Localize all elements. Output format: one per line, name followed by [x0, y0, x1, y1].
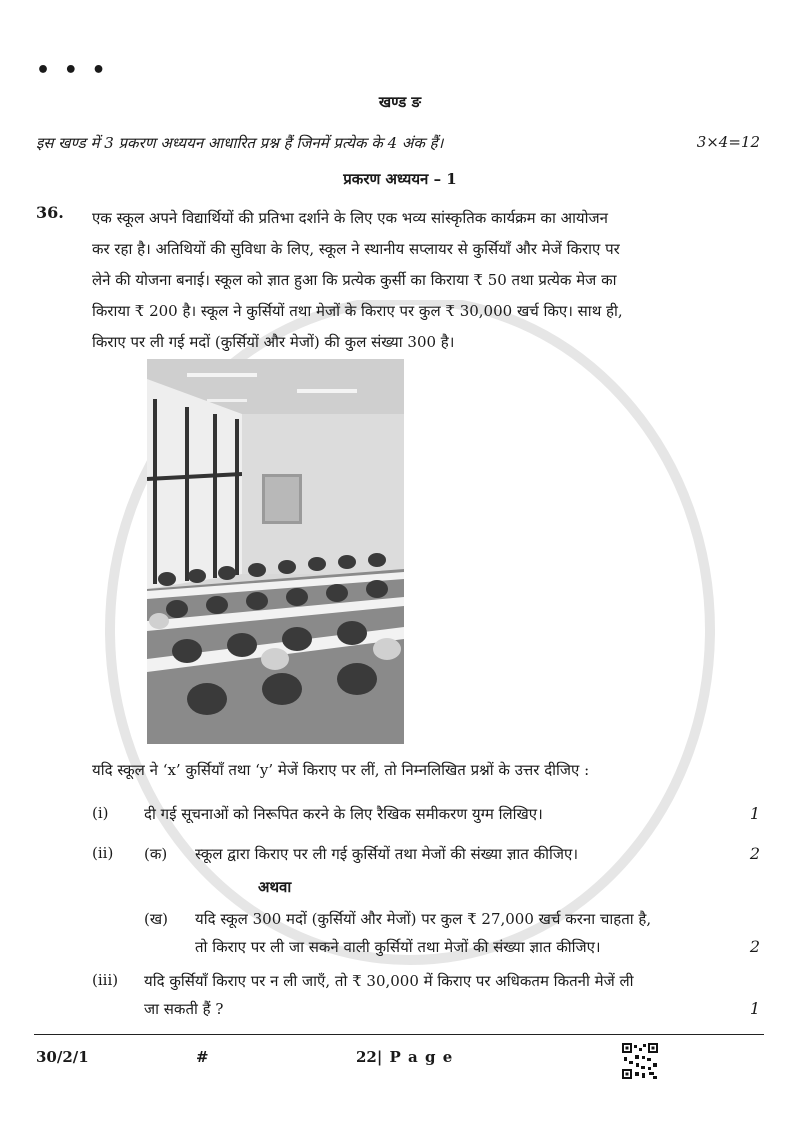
part-i-text: दी गई सूचनाओं को निरूपित करने के लिए रैखिक समीकरण युग्म लिखिए।: [144, 805, 543, 823]
page-number-value: 22: [356, 1048, 377, 1066]
paper-code: 30/2/1: [36, 1048, 89, 1066]
footer-hash: #: [196, 1048, 209, 1066]
page-number: [356, 1048, 453, 1066]
footer-divider: [34, 1034, 764, 1035]
part-ii-b-label: (ख): [144, 910, 168, 928]
part-iii-line1: यदि कुर्सियाँ किराए पर न ली जाएँ, तो ₹ 30,000 में किराए पर अधिकतम कितनी मेजें ली: [144, 972, 634, 990]
qr-code-icon: [622, 1043, 658, 1079]
part-iii-label: (iii): [92, 971, 119, 989]
part-ii-label: (ii): [92, 844, 114, 862]
paragraph-line: लेने की योजना बनाई। स्कूल को ज्ञात हुआ कि प्रत्येक कुर्सी का किराया ₹ 50 तथा प्रत्येक मेज का: [92, 271, 617, 289]
paragraph-line: किराए पर ली गई मदों (कुर्सियों और मेजों) की कुल संख्या 300 है।: [92, 333, 455, 351]
paragraph-line: किराया ₹ 200 है। स्कूल ने कुर्सियों तथा मेजों के किराए पर कुल ₹ 30,000 खर्च किए। साथ ही,: [92, 302, 623, 320]
part-ii-a-marks: 2: [749, 844, 760, 863]
classroom-photo: [147, 359, 404, 744]
question-paragraph: [92, 203, 728, 358]
part-iii-line2: जा सकती हैं ?: [144, 1000, 224, 1018]
case-study-title: प्रकरण अध्ययन – 1: [343, 170, 457, 188]
section-instruction: इस खण्ड में 3 प्रकरण अध्ययन आधारित प्रश्न हैं जिनमें प्रत्येक के 4 अंक हैं।: [36, 134, 444, 152]
part-ii-b-marks: 2: [749, 937, 760, 956]
top-dots: • • •: [36, 58, 109, 83]
or-label: अथवा: [258, 878, 292, 896]
part-iii-marks: 1: [749, 999, 760, 1018]
part-ii-b-line2: तो किराए पर ली जा सकने वाली कुर्सियों तथा मेजों की संख्या ज्ञात कीजिए।: [195, 938, 601, 956]
section-title: खण्ड ङ: [378, 93, 422, 111]
part-ii-a-label: (क): [144, 845, 168, 863]
question-prompt: यदि स्कूल ने ‘x’ कुर्सियाँ तथा ‘y’ मेजें किराए पर लीं, तो निम्नलिखित प्रश्नों के उत्तर दीजिए :: [92, 761, 590, 779]
part-ii-a-text: स्कूल द्वारा किराए पर ली गई कुर्सियों तथा मेजों की संख्या ज्ञात कीजिए।: [195, 845, 579, 863]
part-i-label: (i): [92, 804, 109, 822]
question-number: 36.: [36, 203, 64, 222]
part-ii-b-line1: यदि स्कूल 300 मदों (कुर्सियों और मेजों) पर कुल ₹ 27,000 खर्च करना चाहता है,: [195, 910, 652, 928]
paragraph-line: एक स्कूल अपने विद्यार्थियों की प्रतिभा दर्शाने के लिए एक भव्य सांस्कृतिक कार्यक्रम का आयोजन: [92, 209, 608, 227]
page-word: | P a g e: [376, 1048, 454, 1066]
section-marks-total: 3×4=12: [696, 133, 760, 151]
paragraph-line: कर रहा है। अतिथियों की सुविधा के लिए, स्कूल ने स्थानीय सप्लायर से कुर्सियाँ और मेजें किराए पर: [92, 240, 620, 258]
part-i-marks: 1: [749, 804, 760, 823]
